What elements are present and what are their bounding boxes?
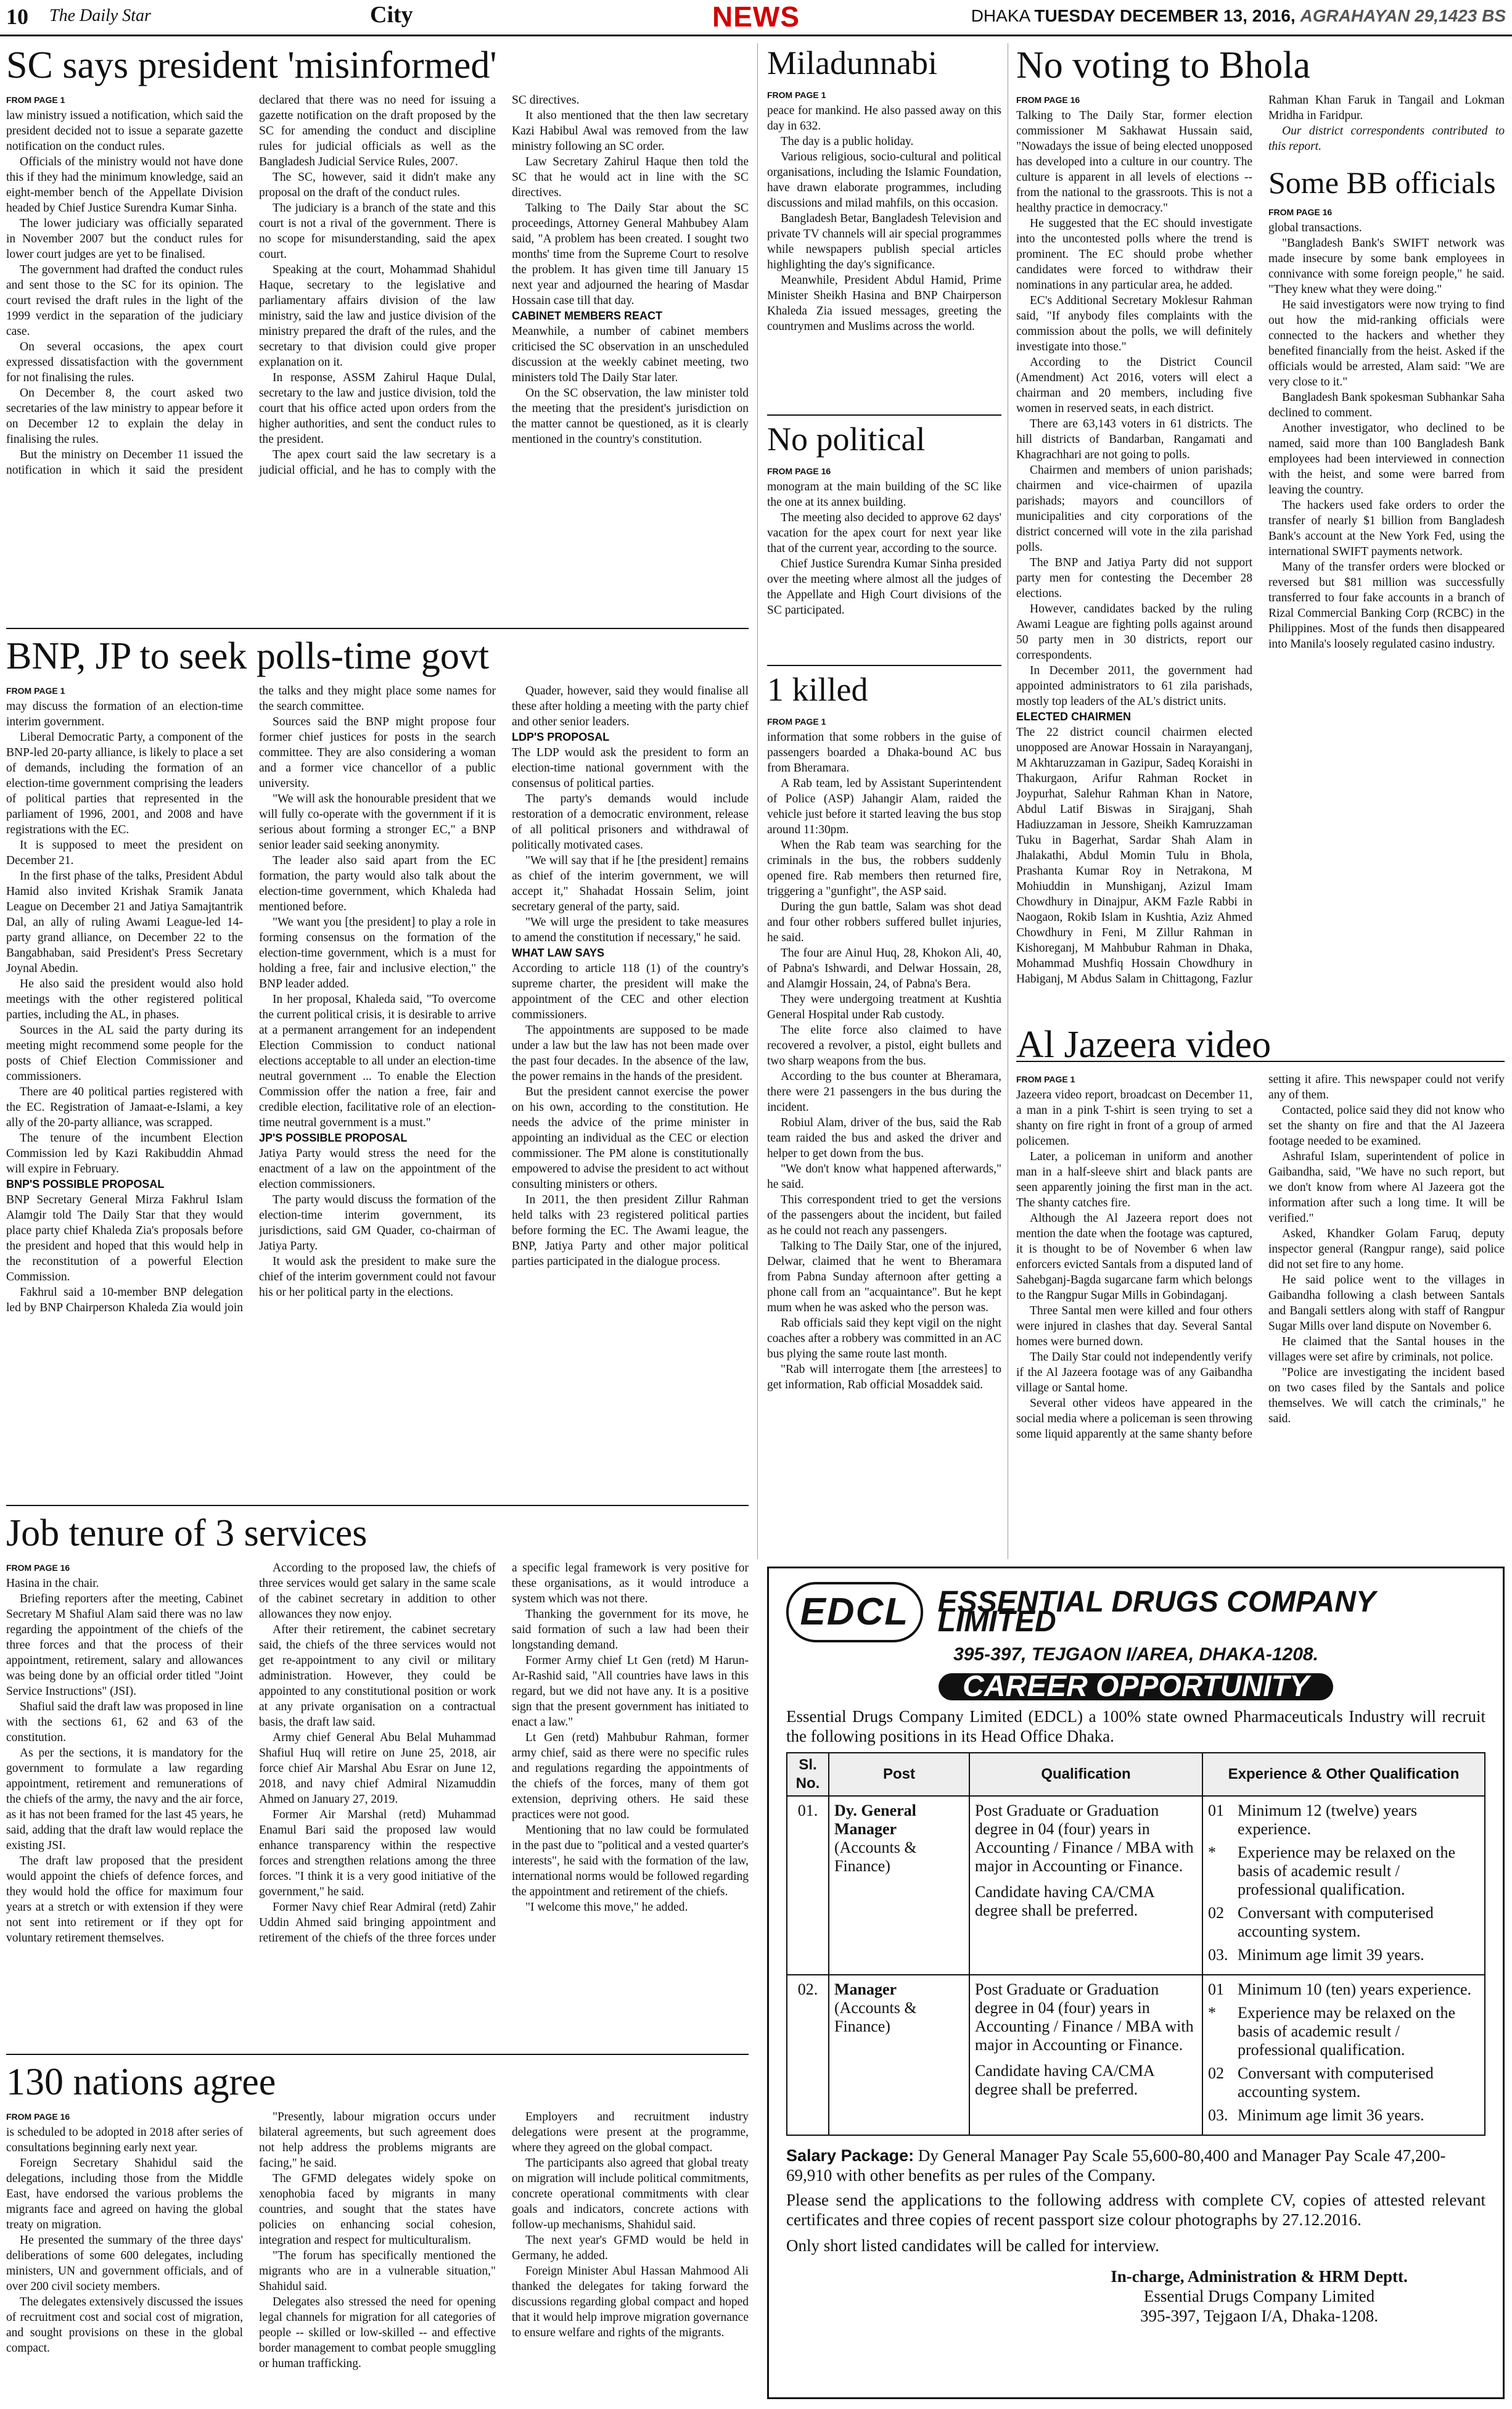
paragraph: The delegates extensively discussed the issues of recruitment cost and social cost of migration, and sought provisions on these in the global compact. <box>6 2296 243 2355</box>
paragraph: "We will say that if he [the president] remains as chief of the interim government, we will accept it," Shahadat Hossain Selim, joint secretary general of the party, said. <box>512 854 749 913</box>
paragraph: may discuss the formation of an election-time interim government. <box>6 700 243 728</box>
continued-from: FROM PAGE 1 <box>767 717 826 727</box>
continued-from: FROM PAGE 16 <box>6 2112 70 2122</box>
paragraph: law ministry issued a notification, which said the president decided not to issue a separate gazette notification on the conduct rules. <box>6 109 243 153</box>
paragraph: "Bangladesh Bank's SWIFT network was made insecure by some bank employees in connivance with some foreign people," he said. "They knew what they were doing." <box>1268 237 1505 296</box>
item-marker: 01 <box>1208 1980 1224 1998</box>
table-header-row <box>787 1753 1485 1796</box>
continued-from: FROM PAGE 1 <box>6 95 65 105</box>
post-department: (Accounts & Finance) <box>834 1839 917 1875</box>
masthead <box>0 0 1512 36</box>
paragraph: Former Navy chief Rear Admiral (retd) Zahir Uddin Ahmed said bringing appointment and retirement of the chiefs of the three forces under a specific legal framework is very positive for these organisations, as it would introduce a system which was not there. <box>259 1562 749 1945</box>
paragraph: "We will ask the honourable president that we will fully co-operate with the government if it is serious about forming a stronger EC," a BNP senior leader said seeking anonymity. <box>259 793 496 852</box>
post-title: Manager <box>834 1980 897 1998</box>
post-title: Dy. General Manager <box>834 1802 916 1838</box>
paragraph: After their retirement, the cabinet secretary said, the chiefs of the three services would not get re-appointment to any civil or military administration. However, they could be appointed to any constitutional position or work at any private organisation on a contractual basis, the draft law said. <box>259 1623 496 1729</box>
experience-cell <box>1202 1796 1485 1975</box>
paragraph: Robiul Alam, driver of the bus, said the Rab team raided the bus and asked the driver and helper to get down from the bus. <box>767 1116 1001 1160</box>
item-marker: * <box>1208 1843 1216 1861</box>
subheading: WHAT LAW SAYS <box>512 947 605 959</box>
headline: 1 killed <box>767 671 868 708</box>
article-bnp-jp <box>6 635 749 1499</box>
experience-item <box>1208 1802 1479 1839</box>
headline: Miladunnabi <box>767 44 937 81</box>
paragraph: The LDP would ask the president to form an election-time national government with the consensus of political parties. <box>512 746 749 790</box>
continued-from: FROM PAGE 16 <box>6 1563 70 1573</box>
paragraph: BNP Secretary General Mirza Fakhrul Islam Alamgir told The Daily Star that they would place party chief Khaleda Zia's proposals before the president and hoped that this would help in the reconstitution of a powerful Election Commission. <box>6 1193 243 1283</box>
subheading: ELECTED CHAIRMEN <box>1016 710 1132 723</box>
paragraph: According to the District Council (Amendment) Act 2016, voters will elect a chairman and 20 members, including five women in reserved seats, in each district. <box>1016 356 1252 415</box>
paragraph: The leader also said apart from the EC formation, the party would also talk about the election-time government, which Khaleda had mentioned before. <box>259 854 496 913</box>
paragraph: Former Air Marshal (retd) Muhammad Enamul Bari said the proposed law would enhance transparency within the respective forces and strengthen relations among the three forces. "I think it is a very good initiative of the government," he said. <box>259 1808 496 1898</box>
article-sc-president <box>6 44 749 618</box>
paragraph: peace for mankind. He also passed away on this day in 632. <box>767 104 1001 133</box>
paragraph: Chairmen and members of union parishads; chairmen and vice-chairmen of upazila parishads; mayors and councillors of municipalities and city corporations of the district concerned will vote in the zila parishad polls. <box>1016 464 1252 554</box>
paragraph: EC's Additional Secretary Moklesur Rahman said, "If anybody files complaints with the commission about the polls, we will definitely investigate into those." <box>1016 294 1252 353</box>
subheading: CABINET MEMBERS REACT <box>512 310 663 322</box>
signatory-address: 395-397, Tejgaon I/A, Dhaka-1208. <box>1140 2307 1379 2325</box>
headline: No voting to Bhola <box>1016 44 1311 86</box>
paragraph: Shafiul said the draft law was proposed in line with the sections 61, 62 and 63 of the constitution. <box>6 1700 243 1744</box>
paragraph: In the first phase of the talks, President Abdul Hamid also invited Krishak Sramik Janata League on December 21 and Jatiya Samajtantrik Dal, an ally of ruling Awami League-led 14-party grand alliance, on December 22 to the Bangabhaban, said President's Press Secretary Joynal Abedin. <box>6 870 243 975</box>
section-label: NEWS <box>712 1 800 33</box>
paragraph: Although the Al Jazeera report does not mention the date when the footage was captured, it is thought to be of November 6 when law enforcers evicted Santals from a disputed land of Sahebganj-Bagda sugarcane farm which belongs to the Rangpur Sugar Mills in Gobindaganj. <box>1016 1212 1252 1302</box>
paragraph: Talking to The Daily Star, one of the injured, Delwar, claimed that he went to Bheramara from Pabna Sunday afternoon after getting a phone call from an "acquaintance". But he kept mum when he was asked who the person was. <box>767 1240 1001 1314</box>
paragraph: Liberal Democratic Party, a component of the BNP-led 20-party alliance, is likely to place a set of demands, including the formation of an election-time government comprising the leaders of political parties that represented in the parliament of 1996, 2001, and 2008 and have registrations with the EC. <box>6 731 243 836</box>
ad-intro: Essential Drugs Company Limited (EDCL) a 100% state owned Pharmaceuticals Industry will recruit the following positions in its Head Office Dhaka. <box>786 1707 1485 1745</box>
paragraph: In her proposal, Khaleda said, "To overcome the current political crisis, it is desirable to arrive at a permanent arrangement for an independent Election Commission to conduct national elections acceptable to all under an election-time neutral government ... To enable the Election Commission offer the nation a free, fair and credible election, facilitative role of an election-time neutral government is a must." <box>259 993 496 1129</box>
experience-text: Experience may be relaxed on the basis of academic result / professional qualification. <box>1238 2004 1455 2059</box>
paragraph: The party's demands would include restoration of a democratic environment, release of all political prisoners and withdrawal of politically motivated cases. <box>512 793 749 852</box>
post-cell <box>829 1975 969 2135</box>
paragraph: The appointments are supposed to be made under a law but the law has not been made over the past four decades. In the absence of the law, the power remains in the hands of the president. <box>512 1024 749 1083</box>
paragraph: "We will urge the president to take measures to amend the constitution if necessary," he said. <box>512 916 749 944</box>
paragraph: global transactions. <box>1268 221 1362 234</box>
paragraph: The BNP and Jatiya Party did not support party men for contesting the December 28 elections. <box>1016 556 1252 600</box>
paragraph: The SC, however, said it didn't make any proposal on the draft of the conduct rules. <box>259 171 496 199</box>
page-number: 10 <box>6 4 28 29</box>
paragraph: The lower judiciary was officially separated in November 2007 but the conduct rules for lower court judges are yet to be finalised. <box>6 217 243 261</box>
continued-from: FROM PAGE 1 <box>6 686 65 696</box>
continued-from: FROM PAGE 16 <box>1016 95 1080 105</box>
salary-label: Salary Package: <box>786 2146 914 2165</box>
paragraph: He presented the summary of the three days' deliberations of some 600 delegates, including ministers, UN and government officials, and of over 200 civil society members. <box>6 2234 243 2293</box>
paragraph: monogram at the main building of the SC like the one at its annex building. <box>767 480 1001 509</box>
paragraph: is scheduled to be adopted in 2018 after series of consultations beginning early next year. <box>6 2126 243 2154</box>
paragraph: "I welcome this move," he added. <box>525 1901 688 1914</box>
continued-from: FROM PAGE 1 <box>767 90 826 100</box>
paragraph: Later, a policeman in uniform and another man in a half-sleeve shirt and black pants are seen apparently joining the first man in the act. The shanty catches fire. <box>1016 1150 1252 1209</box>
headline: SC says president 'misinformed' <box>6 44 497 86</box>
paragraph: But the president cannot exercise the power on his own, according to the constitution. He needs the advice of the prime minister in appointing an individual as the CEC or election commissioner. The PM alone is constitutionally empowered to advise the president to act without consulting ministers or others. <box>512 1085 749 1191</box>
paragraph: This correspondent tried to get the versions of the passengers about the incident, but failed as he could not reach any passengers. <box>767 1193 1001 1237</box>
paragraph: They were undergoing treatment at Kushtia General Hospital under Rab custody. <box>767 993 1001 1021</box>
headline: Al Jazeera video <box>1016 1024 1272 1066</box>
item-marker: 02 <box>1208 1904 1224 1922</box>
paragraph: In December 2011, the government had appointed administrators to 61 zila parishads, mostly top leaders of the AL's district units. <box>1016 664 1252 708</box>
article-body <box>767 88 1001 334</box>
paragraph: In response, ASSM Zahirul Haque Dulal, secretary to the law and justice division, told the court that his office acted upon orders from the higher authorities, and sent the conduct rules to the president. <box>259 371 496 446</box>
item-marker: 03. <box>1208 2106 1228 2124</box>
job-advertisement <box>767 1567 1505 2399</box>
paragraph: A Rab team, led by Assistant Superintendent of Police (ASP) Jahangir Alam, raided the vehicle just before it started leaving the bus stop around 11:30pm. <box>767 777 1001 836</box>
paragraph: There are 40 political parties registered with the EC. Registration of Jamaat-e-Islami, a key ally of the 20-party alliance, was scrapped. <box>6 1085 243 1129</box>
experience-text: Minimum age limit 36 years. <box>1238 2106 1424 2124</box>
article-body <box>6 683 749 1491</box>
experience-item <box>1208 2064 1479 2101</box>
paragraph: Delegates also stressed the need for opening legal channels for migration for all categories of people -- skilled or low-skilled -- and effective border management to combat people smuggling or human trafficking. <box>259 2296 496 2370</box>
paragraph: Jatiya Party would stress the need for the enactment of a law on the appointment of the election commissioners. <box>259 1147 496 1191</box>
paragraph: According to the bus counter at Bheramara, there were 21 passengers in the bus during the incident. <box>767 1070 1001 1114</box>
qualification-text: Post Graduate or Graduation degree in 04 (four) years in Accounting / Finance / MBA with major in Accounting or Finance. <box>975 1802 1194 1875</box>
divider <box>6 1505 749 1506</box>
article-body <box>6 1560 749 2041</box>
experience-item <box>1208 2106 1479 2125</box>
continued-from: FROM PAGE 1 <box>1016 1074 1075 1084</box>
paragraph: Quader, however, said they would finalise all these after holding a meeting with the party chief and other senior leaders. <box>512 685 749 728</box>
paragraph: In 2011, the then president Zillur Rahman held talks with 23 registered political parties before forming the EC. The Awami league, the BNP, Jatiya Party and other major political parties participated in the dialogue process. <box>512 1193 749 1268</box>
article-body <box>6 93 749 609</box>
qualification-text: Candidate having CA/CMA degree shall be preferred. <box>975 2062 1154 2098</box>
paragraph: The apex court said the law secretary is a judicial official, and he has to comply with the SC directives. <box>259 94 580 477</box>
table-row <box>787 1796 1485 1975</box>
article-no-voting-bhola <box>1016 44 1505 994</box>
paragraph: According to article 118 (1) of the country's supreme charter, the president will make the appointment of the CEC and other election commissioners. <box>512 962 749 1021</box>
article-al-jazeera-video <box>1016 1024 1505 1554</box>
ad-company-name: ESSENTIAL DRUGS COMPANY LIMITED <box>937 1586 1376 1638</box>
item-marker: 02 <box>1208 2064 1224 2082</box>
paragraph: Several other videos have appeared in the social media where a policeman is seen throwing some liquid apparently at the same shanty before setting it afire. This newspaper could not verify any of them. <box>1016 1073 1505 1441</box>
shortlist-note: Only short listed candidates will be called for interview. <box>786 2236 1159 2255</box>
salary-text: Dy General Manager Pay Scale 55,600-80,400 and Manager Pay Scale 47,200-69,910 with other benefits as per rules of the Company. <box>786 2146 1446 2185</box>
paragraph: He suggested that the EC should investigate into the uncontested polls where the trend is prominent. The EC should probe whether candidates were forced to withdraw their nominations in any particular area, he added. <box>1016 217 1252 292</box>
paragraph: The judiciary is a branch of the state and this court is not a rival of the government. There is no scope for misunderstanding, said the apex court. <box>259 202 496 261</box>
paragraph: The hackers used fake orders to order the transfer of nearly $1 billion from Bangladesh Bank's account at the New York Fed, using the international SWIFT payments network. <box>1268 499 1505 558</box>
experience-cell <box>1202 1975 1485 2135</box>
paragraph: Army chief General Abu Belal Muhammad Shafiul Huq will retire on June 25, 2018, air force chief Air Marshal Abu Esrar on June 12, 2018, and navy chief Admiral Nizamuddin Ahmed on January 27, 2019. <box>259 1731 496 1806</box>
ad-header <box>786 1582 1485 1642</box>
signatory-role: In-charge, Administration & HRM Deptt. <box>1111 2267 1408 2286</box>
paragraph: On the SC observation, the law minister told the meeting that the president's jurisdiction on the matter cannot be questioned, as it is clearly mentioned in the country's constitution. <box>512 387 749 446</box>
post-department: (Accounts & Finance) <box>834 1999 917 2035</box>
subheading: LDP'S PROPOSAL <box>512 731 610 743</box>
paragraph: "We don't know what happened afterwards," he said. <box>767 1163 1001 1191</box>
item-marker: 03. <box>1208 1946 1228 1964</box>
column-divider <box>757 43 758 1559</box>
paragraph: The meeting also decided to approve 62 days' vacation for the apex court for next year like that of the current year, according to the source. <box>767 511 1001 555</box>
ad-signature-block <box>1033 2267 1485 2326</box>
paragraph: Speaking at the court, Mohammad Shahidul Haque, secretary to the legislative and parliamentary affairs division of the law ministry, said the law and justice division of the ministry prepared the draft of the rules, and the secretary to that division could give proper explanation on it. <box>259 263 496 369</box>
paragraph: Thanking the government for its move, he said formation of such a law had been their longstanding demand. <box>512 1608 749 1652</box>
paragraph: "Police are investigating the incident based on two cases filed by the Santals and police themselves. We will catch the criminals," he said. <box>1268 1366 1505 1425</box>
headline: 130 nations agree <box>6 2061 276 2103</box>
paragraph: The party would discuss the formation of the election-time interim government, its jurisdictions, said GM Quader, co-chairman of Jatiya Party. <box>259 1193 496 1253</box>
paragraph: Another investigator, who declined to be named, said more than 100 Bangladesh Bank employees had been interviewed in connection with the heist, and some were barred from leaving the country. <box>1268 422 1505 496</box>
continued-from: FROM PAGE 16 <box>767 466 831 476</box>
paragraph: The tenure of the incumbent Election Commission led by Kazi Rakibuddin Ahmad will expire in February. <box>6 1132 243 1176</box>
positions-table <box>786 1752 1485 2136</box>
experience-item <box>1208 2004 1479 2059</box>
qualification-cell <box>969 1975 1202 2135</box>
paragraph: "Presently, labour migration occurs under bilateral agreements, but such agreement does not help address the problems migrants are facing," he said. <box>259 2110 496 2170</box>
paragraph: The government had drafted the conduct rules and sent those to the SC for its opinion. The court revised the draft rules in the light of the 1999 verdict in the separation of the judiciary case. <box>6 263 243 338</box>
edcl-logo: EDCL <box>786 1582 923 1642</box>
headline: BNP, JP to seek polls-time govt <box>6 635 490 677</box>
experience-item <box>1208 1904 1479 1941</box>
application-instructions: Please send the applications to the following address with complete CV, copies of attested relevant certificates and three copies of recent passport size colour photographs by 27.12.2016. <box>786 2191 1485 2229</box>
paragraph: Employers and recruitment industry delegations were present at the programme, where they agreed on the global compact. <box>512 2110 749 2154</box>
paragraph: The 22 district council chairmen elected unopposed are Anowar Hossain in Narayanganj, M Akhtaruzzaman in Gazipur, Sadeq Koraishi in Thakurgaon, Arifur Rahman Rocket in Joypurhat, Salehur Rahman Khan in Natore, Abdul Latif Biswas in Sirajganj, Shah Hadiuzzaman in Jessore, Sheikh Kamruzzaman Tuku in Bagerhat, Sardar Shah Alam in Jhalakathi, Abdul Momin Tulu in Bhola, Prashanta Kumar Roy in Netrakona, M Mohiuddin in Munshiganj, Azizul Imam Chowdhury in Dinajpur, AKM Fazle Rabbi in Naogaon, Rokib Islam in Kushtia, Aziz Ahmed Chowdhury in Feni, M Zillur Rahman in Kishoreganj, M Mahbubur Rahman in Dhaka, Mohammad Mushfiq Hossain Chowdhury in Habiganj, M Abdus Salam in Chittagong, Fazlur Rahman Khan Faruk in Tangail and Lokman Mridha in Faridpur. <box>1016 94 1505 986</box>
career-banner: CAREER OPPORTUNITY <box>939 1673 1333 1700</box>
paragraph: The GFMD delegates widely spoke on xenophobia faced by migrants in many countries, and sought that the states have policies on enhancing social cohesion, integration and respect for multiculturalism. <box>259 2172 496 2247</box>
paragraph: Contacted, police said they did not know who set the shanty on fire and that the Al Jazeera footage needed to be examined. <box>1268 1104 1505 1148</box>
paragraph: The next year's GFMD would be held in Germany, he added. <box>512 2234 749 2262</box>
experience-item <box>1208 1843 1479 1899</box>
paragraph: Chief Justice Surendra Kumar Sinha presided over the meeting where almost all the judges of the Appellate and High Court divisions of the SC participated. <box>767 558 1001 617</box>
paragraph: Sources in the AL said the party during its meeting might recommend some people for the posts of Chief Election Commissioner and commissioners. <box>6 1024 243 1083</box>
article-body <box>767 714 1001 1393</box>
article-miladunnabi <box>767 44 1001 410</box>
paragraph: Foreign Minister Abul Hassan Mahmood Ali thanked the delegates for taking forward the discussions regarding global compact and hoped that it would help improve migration governance to ensure welfare and rights of the migrants. <box>512 2265 749 2339</box>
headline: Job tenure of 3 services <box>6 1512 368 1554</box>
column-header: Sl. No. <box>787 1753 829 1796</box>
paragraph: Hasina in the chair. <box>6 1577 99 1590</box>
article-130-nations <box>6 2061 749 2404</box>
paragraph: He claimed that the Santal houses in the villages were set afire by criminals, not police. <box>1268 1335 1505 1364</box>
paragraph: During the gun battle, Salam was shot dead and four other robbers suffered bullet injuries, he said. <box>767 900 1001 944</box>
date-prefix: DHAKA <box>971 6 1030 25</box>
paragraph: Three Santal men were killed and four others were injured in clashes that day. Several Santal homes were burned down. <box>1016 1304 1252 1348</box>
continued-from: FROM PAGE 16 <box>1268 207 1333 217</box>
paragraph: When the Rab team was searching for the criminals in the bus, the robbers suddenly opened fire. Rab members then returned fire, triggering a "gunfight", the ASP said. <box>767 839 1001 898</box>
experience-text: Minimum 12 (twelve) years experience. <box>1238 1802 1417 1838</box>
paragraph: "We want you [the president] to play a role in forming consensus on the formation of the election-time government, which is a must for holding a free, fair and inclusive election," the BNP leader added. <box>259 916 496 990</box>
date-bangla: AGRAHAYAN 29,1423 BS <box>1300 6 1506 25</box>
paragraph: But the ministry on December 11 issued the notification in which it said the president declared that there was no need for issuing a gazette notification on the draft proposed by the SC for amending the conduct and discipline rules for judicial officials as well as the Bangladesh Judicial Service Rules, 2007. <box>6 94 496 477</box>
paragraph: Foreign Secretary Shahidul said the delegations, including those from the Middle East, have endorsed the various problems the migrants face and agreed on having the global treaty on migration. <box>6 2157 243 2231</box>
paragraph: There are 63,143 voters in 61 districts. The hill districts of Bandarban, Rangamati and Khagrachhari are not going to polls. <box>1016 418 1252 461</box>
spacer <box>1268 154 1505 165</box>
column-header: Experience & Other Qualification <box>1202 1753 1485 1796</box>
paragraph: Sources said the BNP might propose four former chief justices for posts in the search committee. They are also considering a woman and a former vice chancellor of a public university. <box>259 715 496 790</box>
experience-text: Conversant with computerised accounting system. <box>1238 2064 1434 2101</box>
credit-line: Our district correspondents contributed to this report. <box>1268 125 1505 153</box>
paragraph: Lt Gen (retd) Mahbubur Rahman, former army chief, said as there were no specific rules and regulations regarding the appointments of the chiefs of the forces, many of them got extension, depriving others. He said these practices were not good. <box>512 1731 749 1821</box>
article-body <box>1016 1072 1505 1547</box>
article-body <box>6 2109 749 2399</box>
paragraph: information that some robbers in the guise of passengers boarded a Dhaka-bound AC bus from Bheramara. <box>767 731 1001 775</box>
paragraph: Briefing reporters after the meeting, Cabinet Secretary M Shafiul Alam said there was no law regarding the appointment of the chiefs of the three forces and that the process of their appointment, retirement, salary and allowances was being done by an official order titled "Joint Service Instructions" (JSI). <box>6 1592 243 1698</box>
paragraph: Talking to The Daily Star, former election commissioner M Sakhawat Hussain said, "Nowadays the issue of being elected unopposed has developed into a culture in our country. The culture is apparent in all levels of elections -- from the national to the grassroots. This is not a healthy practice in democracy." <box>1016 109 1252 215</box>
article-some-bb-officials <box>1268 165 1505 652</box>
paragraph: On several occasions, the apex court expressed dissatisfaction with the government for not finalising the rules. <box>6 340 243 384</box>
paragraph: He said police went to the villages in Gaibandha following a clash between Santals and Bangali settlers along with staff of Rangpur Sugar Mills over land dispute on November 6. <box>1268 1274 1505 1333</box>
subheading: JP'S POSSIBLE PROPOSAL <box>259 1132 408 1144</box>
article-job-tenure <box>6 1512 749 2049</box>
paragraph: "Rab will interrogate them [the arrestees] to get information, Rab official Mosaddek said. <box>767 1363 1001 1391</box>
paragraph: Mentioning that no law could be formulated in the past due to "political and a vested quarter's interests", he said with the formation of the law, international norms would be followed regarding the appointment and retirement of the chiefs. <box>512 1824 749 1898</box>
qualification-text: Candidate having CA/CMA degree shall be preferred. <box>975 1883 1154 1919</box>
table-row <box>787 1975 1485 2135</box>
paragraph: Law Secretary Zahirul Haque then told the SC that he would act in line with the SC directives. <box>512 155 749 199</box>
paragraph: "The forum has specifically mentioned the migrants who are in a vulnerable situation," Shahidul said. <box>259 2249 496 2293</box>
paragraph: Rab officials said they kept vigil on the night coaches after a robbery was committed in an AC bus plying the same route last month. <box>767 1317 1001 1361</box>
article-no-political <box>767 421 1001 661</box>
paragraph: However, candidates backed by the ruling Awami League are fighting polls against around 50 party men in 30 districts, report our correspondents. <box>1016 603 1252 662</box>
item-marker: 01 <box>1208 1802 1224 1819</box>
paragraph: The elite force also claimed to have recovered a revolver, a pistol, eight bullets and two sharp weapons from the bus. <box>767 1024 1001 1068</box>
date-main: TUESDAY DECEMBER 13, 2016, <box>1034 6 1296 25</box>
paragraph: Meanwhile, President Abdul Hamid, Prime Minister Sheikh Hasina and BNP Chairperson Khaleda Zia issued messages, greeting the countrymen and Muslims across the world. <box>767 274 1001 333</box>
paragraph: According to the proposed law, the chiefs of three services would get salary in the same scale of the cabinet secretary in addition to other allowances they now enjoy. <box>259 1562 496 1621</box>
paragraph: The four are Ainul Huq, 28, Khokon Ali, 40, of Pabna's Ishwardi, and Delwar Hossain, 28, and Alamgir Hossain, 24, of Pabna's Bera. <box>767 947 1001 990</box>
paragraph: Officials of the ministry would not have done this if they had the minimum knowledge, said an eight-member bench of the Appellate Division headed by Chief Justice Surendra Kumar Sinha. <box>6 155 243 215</box>
experience-text: Minimum age limit 39 years. <box>1238 1946 1424 1964</box>
divider <box>767 414 1001 416</box>
experience-text: Experience may be relaxed on the basis of academic result / professional qualification. <box>1238 1843 1455 1898</box>
subheading: BNP'S POSSIBLE PROPOSAL <box>6 1178 165 1190</box>
signatory-company: Essential Drugs Company Limited <box>1143 2287 1375 2305</box>
paragraph: Talking to The Daily Star about the SC proceedings, Attorney General Mahbubey Alam said, "A problem has been created. I sought two months' time from the Supreme Court to resolve the problem. It has given time till January 15 next year and adjourned the hearing of Masdar Hossain case till that day. <box>512 202 749 307</box>
divider <box>6 2054 749 2055</box>
paragraph: The Daily Star could not independently verify if the Al Jazeera footage was of any Gaibandha village or Santal home. <box>1016 1351 1252 1394</box>
paragraph: As per the sections, it is mandatory for the government to formulate a law regarding appointment, retirement and remunerations of the chiefs of the army, the navy and the air force, as it has not been framed for the last 45 years, he said, adding that the draft law would replace the existing JSI. <box>6 1747 243 1852</box>
serial-number: 02. <box>787 1975 829 2135</box>
section-name: City <box>370 2 413 28</box>
paragraph: Many of the transfer orders were blocked or reversed but $81 million was successfully transferred to four fake accounts in a branch of Rizal Commercial Banking Corp (RCBC) in the Philippines. Most of the funds then disappeared into Manila's loosely regulated casino industry. <box>1268 561 1505 651</box>
dateline <box>971 6 1506 26</box>
paragraph: The day is a public holiday. <box>781 135 914 148</box>
experience-item <box>1208 1980 1479 1999</box>
paragraph: Ashraful Islam, superintendent of police in Gaibandha, said, "We have no such report, but we don't know from where Al Jazeera got the information after such a long time. It will be verified." <box>1268 1150 1505 1225</box>
experience-item <box>1208 1946 1479 1964</box>
ad-address: 395-397, TEJGAON I/AREA, DHAKA-1208. <box>953 1644 1318 1665</box>
paragraph: On December 8, the court asked two secretaries of the law ministry to appear before it on December 12 to explain the delay in finalising the rules. <box>6 387 243 446</box>
paragraph: Jazeera video report, broadcast on December 11, a man in a pink T-shirt is seen trying to set a shanty on fire right in front of a group of armed policemen. <box>1016 1089 1252 1148</box>
article-body <box>1016 93 1505 988</box>
paragraph: Bangladesh Bank spokesman Subhankar Saha declined to comment. <box>1268 391 1505 419</box>
article-body <box>767 464 1001 618</box>
paper-name: The Daily Star <box>49 6 151 25</box>
paragraph: It would ask the president to make sure the chief of the interim government could not favour his or her political party in the elections. <box>259 1255 496 1299</box>
qualification-cell <box>969 1796 1202 1975</box>
article-1-killed <box>767 671 1001 1554</box>
paragraph: He also said the president would also hold meetings with the other registered political parties, including the AL, in phases. <box>6 978 243 1021</box>
headline: No political <box>767 421 926 458</box>
experience-text: Conversant with computerised accounting system. <box>1238 1904 1434 1940</box>
paragraph: Meanwhile, a number of cabinet members criticised the SC observation in an unscheduled discussion at the weekly cabinet meeting, two ministers told The Daily Star later. <box>512 325 749 384</box>
paragraph: It also mentioned that the then law secretary Kazi Habibul Awal was removed from the law ministry following an SC order. <box>512 109 749 153</box>
column-header: Post <box>829 1753 969 1796</box>
salary-package <box>786 2146 1485 2185</box>
qualification-text: Post Graduate or Graduation degree in 04 (four) years in Accounting / Finance / MBA with major in Accounting or Finance. <box>975 1980 1194 2054</box>
divider <box>767 665 1001 666</box>
paragraph: Asked, Khandker Golam Faruq, deputy inspector general (Rangpur range), said police did not set fire to any home. <box>1268 1227 1505 1271</box>
paragraph: Various religious, socio-cultural and political organisations, including the Islamic Foundation, have drawn elaborate programmes, including discussions and milad mahfils, on this occasion. <box>767 150 1001 210</box>
column-header: Qualification <box>969 1753 1202 1796</box>
paragraph: The participants also agreed that global treaty on migration will include political commitments, concrete operational commitments with clear goals and indicators, concrete actions with follow-up mechanisms, Shahidul said. <box>512 2157 749 2231</box>
serial-number: 01. <box>787 1796 829 1975</box>
paragraph: Former Army chief Lt Gen (retd) M Harun-Ar-Rashid said, "All countries have laws in this regard, but we did not have any. It is a positive sign that the present government has initiated to enact a law." <box>512 1654 749 1729</box>
experience-text: Minimum 10 (ten) years experience. <box>1238 1980 1472 1998</box>
post-cell <box>829 1796 969 1975</box>
divider <box>6 628 749 629</box>
paragraph: It is supposed to meet the president on December 21. <box>6 839 243 867</box>
paragraph: He said investigators were now trying to find out how the mid-ranking officials were connected to the hackers and whether they benefited financially from the heist. Asked if the officials would be arrested, Alam said: "We are very close to it." <box>1268 299 1505 389</box>
item-marker: * <box>1208 2004 1216 2022</box>
paragraph: Bangladesh Betar, Bangladesh Television and private TV channels will air special programmes while newspapers publish special articles highlighting the day's significance. <box>767 212 1001 271</box>
paragraph: Fakhrul said a 10-member BNP delegation led by BNP Chairperson Khaleda Zia would join the talks and they might place some names for the search committee. <box>6 685 496 1314</box>
paragraph: The draft law proposed that the president would appoint the chiefs of defence forces, and they would hold the office for maximum four years at a stretch or with extension if they were not sent into retirement or if they opt for voluntary retirement themselves. <box>6 1855 243 1945</box>
headline: Some BB officials <box>1268 165 1496 200</box>
